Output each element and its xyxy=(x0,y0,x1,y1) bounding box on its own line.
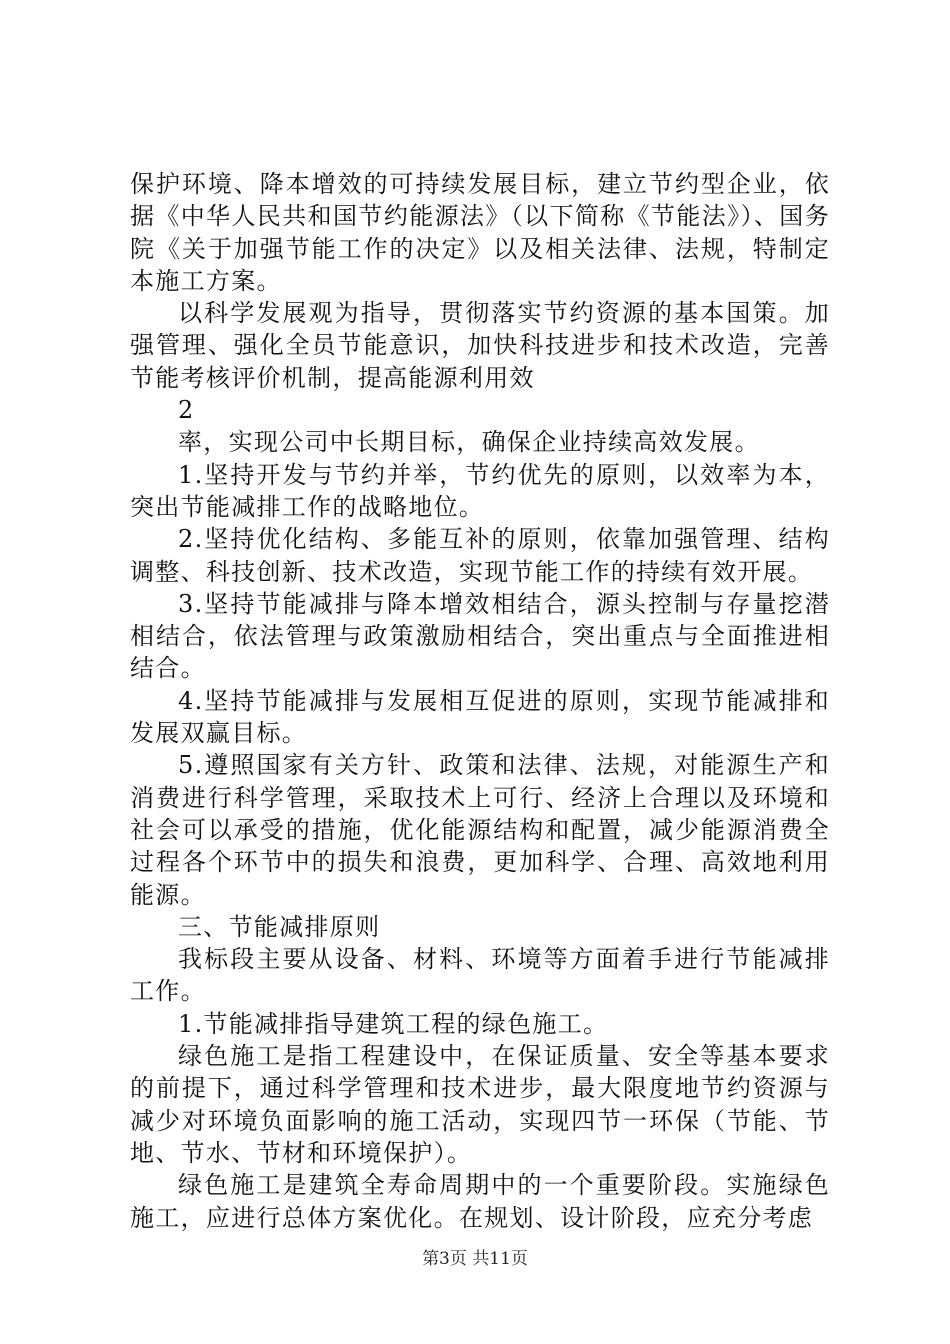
page-break-marker: 2 xyxy=(178,396,195,425)
list-item-3: 3.坚持节能减排与降本增效相结合，源头控制与存量挖潜相结合，依法管理与政策激励相结合，突出重点与全面推进相结合。 xyxy=(130,589,830,683)
list-item-2: 2.坚持优化结构、多能互补的原则，依靠加强管理、结构调整、科技创新、技术改造，实现节能工作的持续有效开展。 xyxy=(130,525,830,586)
section-heading-principles: 三、节能减排原则 xyxy=(178,912,381,941)
paragraph-bid-section: 我标段主要从设备、材料、环境等方面着手进行节能减排工作。 xyxy=(130,945,830,1006)
list-item-5: 5.遵照国家有关方针、政策和法律、法规，对能源生产和消费进行科学管理，采取技术上可行、经济上合理以及环境和社会可以承受的措施，优化能源结构和配置，减少能源消费全过程各个环节中的损失和浪费，更加科学、合理、高效地利用能源。 xyxy=(130,751,830,909)
list-item-4: 4.坚持节能减排与发展相互促进的原则，实现节能减排和发展双赢目标。 xyxy=(130,686,830,748)
subheading-green-construction: 1.节能减排指导建筑工程的绿色施工。 xyxy=(178,1009,609,1038)
paragraph-green-construction-definition: 绿色施工是指工程建设中，在保证质量、安全等基本要求的前提下，通过科学管理和技术进步，最大限度地节约资源与减少对环境负面影响的施工活动，实现四节一环保（节能、节地、节水、节材和环境保护）。 xyxy=(130,1042,830,1167)
page-number-footer: 第3页 共11页 xyxy=(422,1249,528,1269)
paragraph-intro-continued: 保护环境、降本增效的可持续发展目标，建立节约型企业，依据《中华人民共和国节约能源法》（以下简称《节能法》）、国务院《关于加强节能工作的决定》以及相关法律、法规，特制定本施工方案。 xyxy=(130,170,830,295)
paragraph-guiding-principle: 以科学发展观为指导，贯彻落实节约资源的基本国策。加强管理、强化全员节能意识，加快科技进步和技术改造，完善节能考核评价机制，提高能源利用效 xyxy=(130,299,830,392)
document-body xyxy=(130,168,830,1234)
list-item-1: 1.坚持开发与节约并举，节约优先的原则，以效率为本，突出节能减排工作的战略地位。 xyxy=(130,460,830,521)
paragraph-green-construction-stage: 绿色施工是建筑全寿命周期中的一个重要阶段。实施绿色施工，应进行总体方案优化。在规划、设计阶段，应充分考虑 xyxy=(130,1171,830,1232)
paragraph-guiding-principle-continued: 率，实现公司中长期目标，确保企业持续高效发展。 xyxy=(178,428,760,457)
